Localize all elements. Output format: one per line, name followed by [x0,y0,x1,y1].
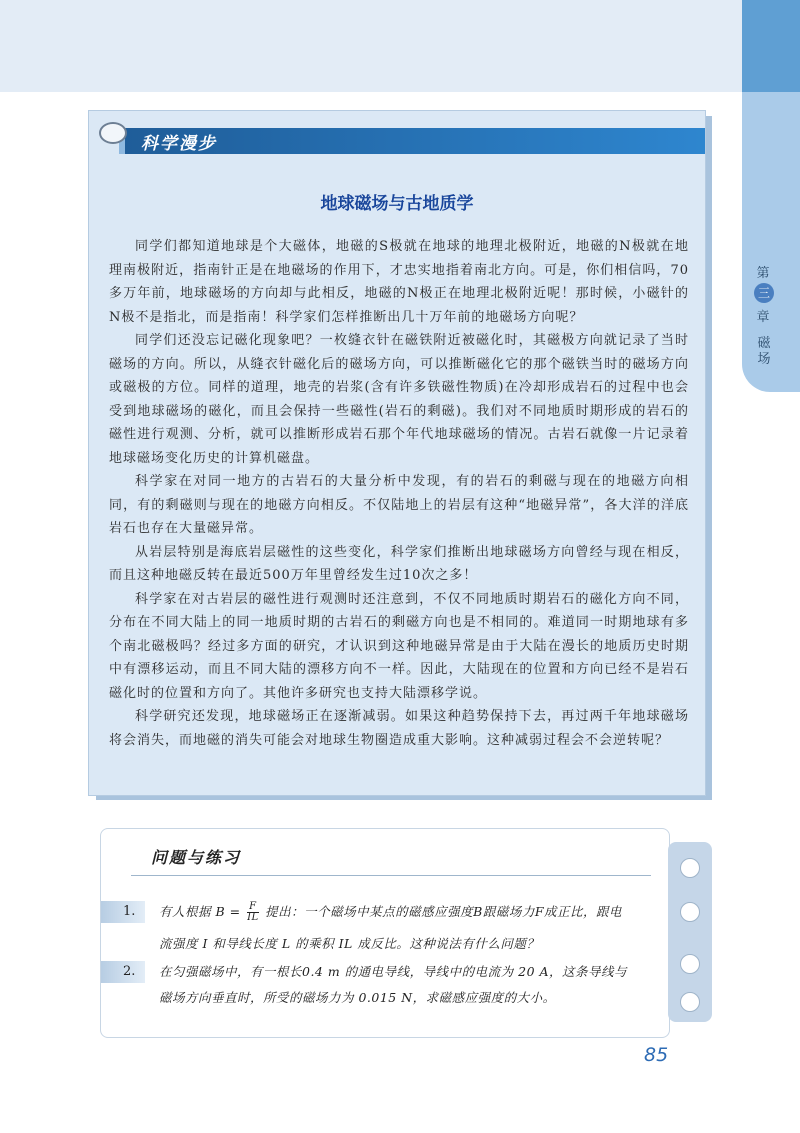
side-tab-accent [742,0,800,92]
binder-hole [680,992,700,1012]
article-body [109,235,689,752]
chapter-title: 磁场 [757,336,771,367]
exercise-text-line2: 磁场方向垂直时，所受的磁场力为 0.015 N，求磁感应强度的大小。 [159,990,556,1005]
exercises-header: 问题与练习 [151,848,242,867]
exercise-text-cont: 提出：一个磁场中某点的磁感应强度B跟磁场力F成正比，跟电 [260,904,623,919]
exercises-box [100,828,670,1038]
paragraph: 同学们还没忘记磁化现象吧？一枚缝衣针在磁铁附近被磁化时，其磁极方向就记录了当时磁场的方向。所以，从缝衣针磁化后的磁场方向，可以推断磁化它的那个磁铁当时的磁场方向或磁极的方位。同样的道理，地壳的岩浆(含有许多铁磁性物质)在冷却形成岩石的过程中也会受到地球磁场的磁化，而且会保持一些磁性(岩石的剩磁)。我们对不同地质时期形成的岩石的磁性进行观测、分析，就可以推断形成岩石那个年代地球磁场的情况。古岩石就像一片记录着地球磁场变化历史的计算机磁盘。 [109,333,689,466]
chapter-side-tab [742,0,800,392]
formula-prefix: 有人根据 B = [159,904,246,919]
banner-title: 科学漫步 [141,134,217,154]
paragraph: 科学家在对同一地方的古岩石的大量分析中发现，有的岩石的剩磁与现在的地磁方向相同，有的剩磁则与现在的地磁方向相反。不仅陆地上的岩层有这种“地磁异常”，各大洋的洋底岩石也存在大量磁异常。 [109,474,689,536]
section-banner [119,128,705,154]
divider [131,875,651,876]
binder-hole [680,954,700,974]
page-header-band [0,0,742,92]
paragraph: 从岩层特别是海底岩层磁性的这些变化，科学家们推断出地球磁场方向曾经与现在相反，而且这种地磁反转在最近500万年里曾经发生过10次之多！ [109,544,689,583]
exercise-item [101,901,669,951]
paragraph: 科学家在对古岩层的磁性进行观测时还注意到，不仅不同地质时期岩石的磁化方向不同，分布在不同大陆上的同一地质时期的古岩石的剩磁方向也是不相同的。难道同一时期地球有多个南北磁极吗？经过多方面的研究，才认识到这种地磁异常是由于大陆在漫长的地质历史时期中有漂移运动，而且不同大陆的漂移方向不一样。因此，大陆现在的位置和方向已经不是岩石磁化时的位置和方向了。其他许多研究也支持大陆漂移学说。 [109,591,689,701]
exercise-text [159,901,622,923]
paragraph: 科学研究还发现，地球磁场正在逐渐减弱。如果这种趋势保持下去，再过两千年地球磁场将会消失，而地磁的消失可能会对地球生物圈造成重大影响。这种减弱过程会不会逆转呢？ [109,709,689,748]
science-walk-box [88,110,706,796]
exercise-number: 2. [101,961,145,983]
fraction-numerator: F [247,902,259,913]
exercise-text-line2: 流强度 I 和导线长度 L 的乘积 IL 成反比。这种说法有什么问题？ [159,936,540,951]
paragraph: 同学们都知道地球是个大磁体，地磁的S极就在地球的地理北极附近，地磁的N极就在地理南极附近，指南针正是在地磁场的作用下，才忠实地指着南北方向。可是，你们相信吗，70多万年前，地球磁场的方向却与此相反，地磁的N极正在地理北极附近呢！那时候，小磁针的N极不是指北，而是指南！科学家们怎样推断出几十万年前的地磁场方向呢？ [109,239,689,325]
exercise-number: 1. [101,901,145,923]
ring-icon [99,122,127,144]
page-number: 85 [644,1044,669,1066]
fraction-denominator: IL [247,912,259,923]
binder-hole [680,902,700,922]
chapter-number-badge: 三 [754,283,774,303]
article-title: 地球磁场与古地质学 [320,194,474,214]
chapter-prefix: 第 [756,266,770,281]
exercise-item [101,961,669,1005]
chapter-suffix: 章 [756,310,770,325]
exercise-text: 在匀强磁场中，有一根长0.4 m 的通电导线，导线中的电流为 20 A，这条导线与 [159,964,628,979]
formula-fraction [247,902,259,923]
binder-strip [668,842,712,1022]
binder-hole [680,858,700,878]
